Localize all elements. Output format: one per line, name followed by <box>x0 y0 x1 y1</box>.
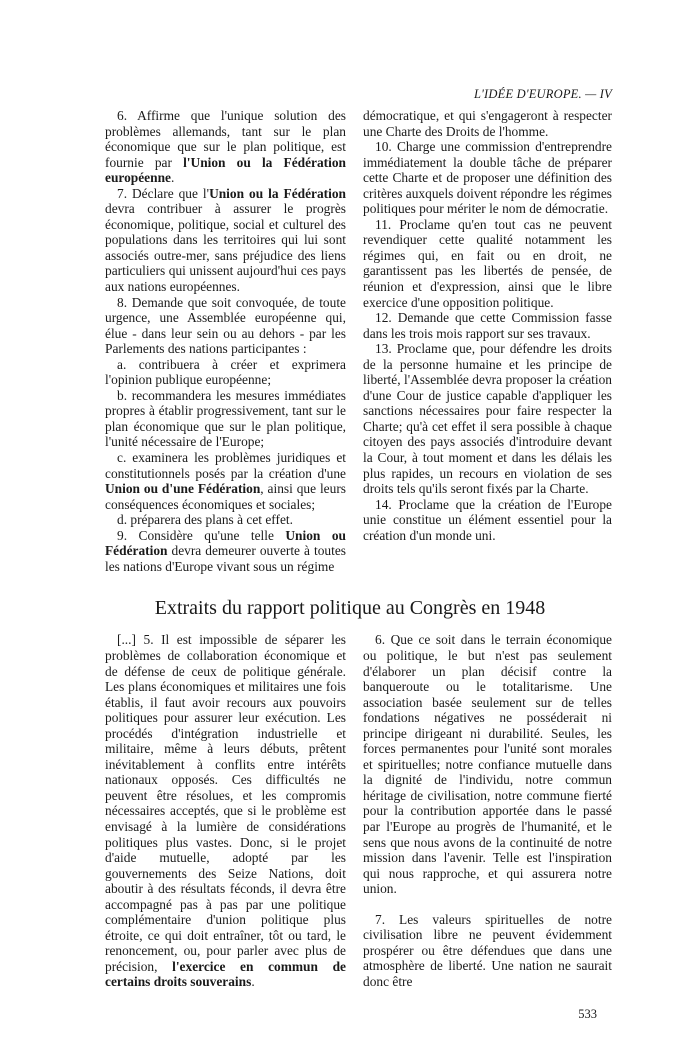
bold-phrase: l'exercice en commun de certains droits souverains <box>105 958 346 990</box>
paragraph-8: 8. Demande que soit convoquée, de toute urgence, une Assemblée européenne qui, élue - dans leur sein ou au dehors - par les Parlements des nations participantes : <box>105 294 346 357</box>
paragraph-8b: b. recommandera les mesures immédiates propres à établir progressivement, tant sur le plan économique que sur le plan politique, l'unité nécessaire de l'Europe; <box>105 387 346 450</box>
section-title: Extraits du rapport politique au Congrès en 1948 <box>154 597 546 620</box>
paragraph-9-continued: démocratique, et qui s'engageront à respecter une Charte des Droits de l'homme. <box>363 108 612 139</box>
bold-phrase: Union ou Fédération <box>105 527 346 559</box>
paragraph-text: 6. Affirme que l'unique solution des problèmes allemands, tant sur le plan économique que sur le plan politique, est fournie par <box>105 108 346 170</box>
paragraph-text: c. examinera les problèmes juridiques et constitutionnels posés par la création d'une <box>105 450 346 481</box>
paragraph-text: . <box>170 170 175 186</box>
paragraph-text: . <box>251 974 255 990</box>
page-number: 533 <box>578 1006 597 1021</box>
paragraph-6 <box>105 108 346 186</box>
paragraph-text: [...] 5. Il est impossible de séparer les problèmes de collaboration économique et de défense de ceux de politique générale. Les plans économiques et militaires une fois établis, il faut avoir recours aux pouvoirs politiques pour assurer leur exécution. Les procédés d'intégration industrielle et militaire, même à leurs débuts, prêtent inévitablement à conflits entre intérêts nationaux opposés. Ces difficultés ne peuvent être résolues, et les compromis nécessaires acceptés, que si le problème est envisagé à la lumière de considérations politiques plus vastes. Donc, si le projet d'aide mutuelle, adopté par les gouvernements des Seize Nations, doit aboutir à des résultats féconds, il devra être accompagné pas à pas par une politique complémentaire d'union politique plus étroite, ce qui doit entraîner, tôt ou tard, le renoncement, ou, pour parler avec plus de précision, <box>105 632 346 974</box>
paragraph-text: devra contribuer à assurer le progrès économique, politique, social et culturel des populations dans les territoires qui lui sont associés outre-mer, sans préjudice des liens particuliers qui unissent aujourd'hui ces pays aux nations européennes. <box>105 201 346 295</box>
paragraph-8c <box>105 450 346 512</box>
paragraph-text: , ainsi que leurs conséquences économiques et sociales; <box>105 481 346 512</box>
paragraph-9 <box>105 528 346 575</box>
paragraph-10: 10. Charge une commission d'entreprendre immédiatement la double tâche de préparer cette Charte et de proposer une définition des critères auxquels doivent répondre les régimes politiques pour mériter le nom de démocratie. <box>363 139 612 217</box>
paragraph-text: 9. Considère qu'une telle <box>117 527 286 543</box>
resolution-right-column <box>363 108 612 543</box>
paragraph-11: 11. Proclame qu'en tout cas ne peuvent revendiquer cette qualité notamment les régimes qui, en fait ou en droit, ne garantissent pas les libertés de pensée, de réunion et d'expression, ainsi que le libre exercice d'une opposition politique. <box>363 216 612 310</box>
paragraph-13: 13. Proclame que, pour défendre les droits de la personne humaine et les principe de liberté, l'Assemblée devra proposer la création d'une Cour de justice capable d'appliquer les sanctions nécessaires pour faire respecter la Charte; qu'à cet effet il sera possible à chaque citoyen des pays associés d'introduire devant la Cour, à tout moment et dans les délais les plus rapides, un recours en violation de ses droits tels qu'ils seront fixés par la Charte. <box>363 341 612 497</box>
bold-phrase: Union ou la Fédération <box>209 185 346 201</box>
paragraph-7 <box>105 186 346 295</box>
bold-phrase: Union ou d'une Fédération <box>105 481 261 497</box>
paragraph-12: 12. Demande que cette Commission fasse dans les trois mois rapport sur ses travaux. <box>363 310 612 341</box>
paragraph-14: 14. Proclame que la création de l'Europe unie constitue un élément essentiel pour la création d'un monde uni. <box>363 496 612 543</box>
running-head: L'IDÉE D'EUROPE. — IV <box>474 87 612 101</box>
report-paragraph-7: 7. Les valeurs spirituelles de notre civilisation libre ne peuvent évidemment prospérer ou être défendues que dans une atmosphère de liberté. Une nation ne saurait donc être <box>363 911 612 989</box>
report-paragraph-6: 6. Que ce soit dans le terrain économique ou politique, le but n'est pas seulement d'élaborer un plan décisif contre la banqueroute ou le totalitarisme. Une association basée seulement sur de telles fondations négatives ne posséderait ni principe dirigeant ni durabilité. Seules, les forces permanentes pour l'unité sont morales et spirituelles; notre confiance mutuelle dans la dignité de l'individu, notre commun héritage de civilisation, notre commune fierté pour la contribution apportée dans le passé par l'Europe au progrès de l'humanité, et le sens que nous avons de la continuité de notre mission dans l'avenir. Telle est l'inspiration qui nous rapproche, et qui assurera notre union. <box>363 632 612 897</box>
report-left-column <box>105 632 346 990</box>
report-right-column <box>363 632 612 989</box>
resolution-columns <box>105 108 612 574</box>
paragraph-text: 7. Déclare que l' <box>117 185 210 201</box>
paragraph-8a: a. contribuera à créer et exprimera l'opinion publique européenne; <box>105 356 346 388</box>
report-columns <box>105 632 612 990</box>
resolution-left-column <box>105 108 346 574</box>
report-paragraph-5 <box>105 632 346 990</box>
bold-phrase: l'Union ou la Fédération européenne <box>105 154 346 186</box>
paragraph-text: devra demeurer ouverte à toutes les nations d'Europe vivant sous un régime <box>105 543 346 574</box>
paragraph-8d: d. préparera des plans à cet effet. <box>117 512 293 528</box>
